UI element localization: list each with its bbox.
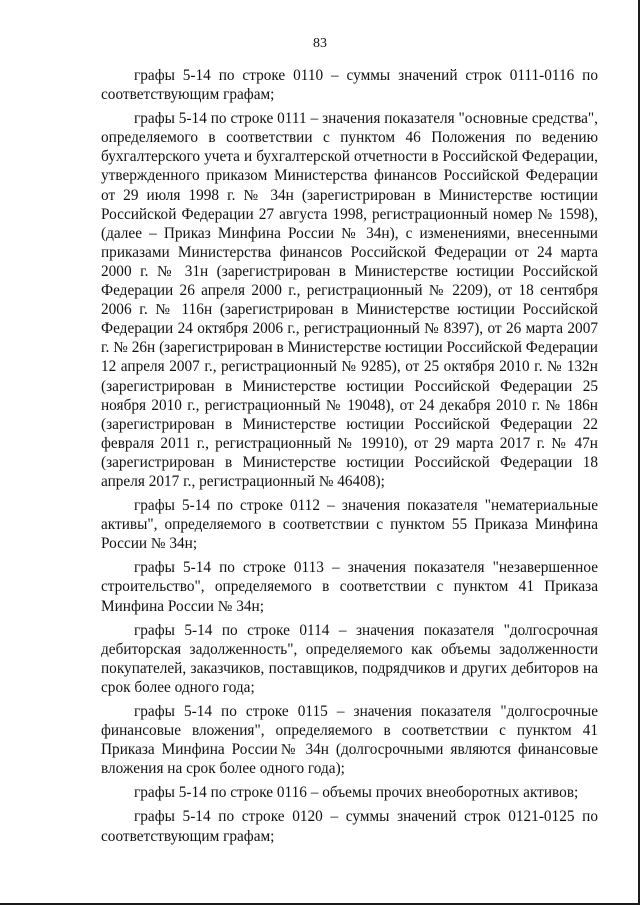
paragraph-row-0110: графы 5-14 по строке 0110 – суммы значений строк 0111-0116 по соответствующим графам;	[101, 67, 598, 104]
paragraph-row-0120: графы 5-14 по строке 0120 – суммы значений строк 0121-0125 по соответствующим графам;	[101, 808, 598, 845]
paragraph-row-0115: графы 5-14 по строке 0115 – значения показателя "долгосрочные финансовые вложения", определяемого в соответствии с пунктом 41 Приказа Минфина России№ 34н (долгосрочными являются финансовые вложения на срок более одного года);	[101, 703, 598, 778]
page-number: 83	[313, 36, 327, 51]
paragraph-row-0116: графы 5-14 по строке 0116 – объемы прочих внеоборотных активов;	[134, 784, 579, 802]
paragraph-row-0111: графы 5-14 по строке 0111 – значения показателя "основные средства", определяемого в соответствии с пунктом 46 Положения по ведению бухгалтерского учета и бухгалтерской отчетности в Российской Федерации, утвержденного приказом Министерства финансов Российской Федерации от 29 июля 1998 г. № 34н (зарегистрирован в Министерстве юстиции Российской Федерации 27 августа 1998, регистрационный номер № 1598), (далее – Приказ Минфина России № 34н), с изменениями, внесенными приказами Министерства финансов Российской Федерации от 24 марта 2000 г. № 31н (зарегистрирован в Министерстве юстиции Российской Федерации 26 апреля 2000 г., регистрационный № 2209), от 18 сентября 2006 г. № 116н (зарегистрирован в Министерстве юстиции Российской Федерации 24 октября 2006 г., регистрационный № 8397), от 26 марта 2007 г. № 26н (зарегистрирован в Министерстве юстиции Российской Федерации 12 апреля 2007 г., регистрационный № 9285), от 25 октября 2010 г. № 132н (зарегистрирован в Министерстве юстиции Российской Федерации 25 ноября 2010 г., регистрационный № 19048), от 24 декабря 2010 г. № 186н (зарегистрирован в Министерстве юстиции Российской Федерации 22 февраля 2011 г., регистрационный № 19910), от 29 марта 2017 г. № 47н (зарегистрирован в Министерстве юстиции Российской Федерации 18 апреля 2017 г., регистрационный № 46408);	[101, 110, 598, 490]
paragraph-row-0113: графы 5-14 по строке 0113 – значения показателя "незавершенное строительство", определяемого в соответствии с пунктом 41 Приказа Минфина России № 34н;	[101, 559, 598, 615]
paragraph-row-0112: графы 5-14 по строке 0112 – значения показателя "нематериальные активы", определяемого в соответствии с пунктом 55 Приказа Минфина России № 34н;	[101, 497, 598, 553]
document-body	[101, 66, 598, 846]
paragraph-row-0114: графы 5-14 по строке 0114 – значения показателя "долгосрочная дебиторская задолженность", определяемого как объемы задолженности покупателей, заказчиков, поставщиков, подрядчиков и других дебиторов на срок более одного года;	[101, 621, 598, 696]
